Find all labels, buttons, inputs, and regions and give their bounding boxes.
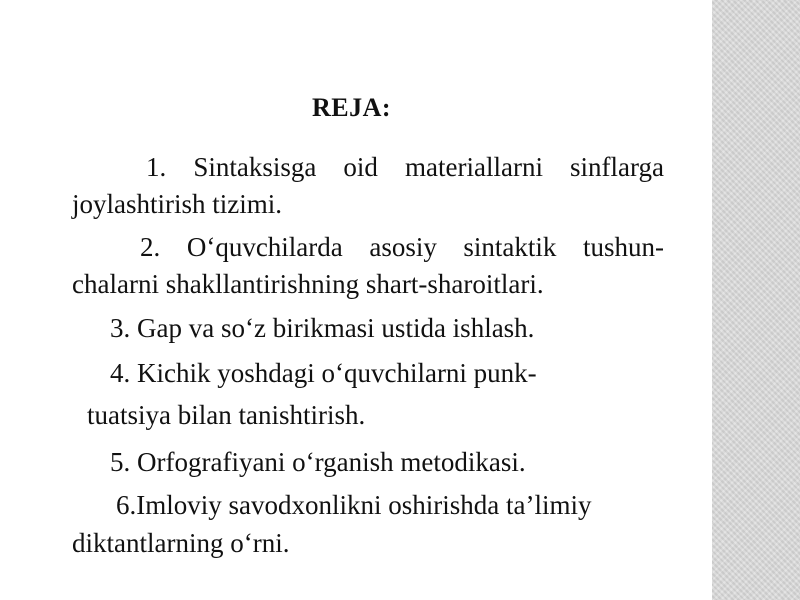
- plan-item-6-line-2: diktantlarning o‘rni.: [72, 528, 290, 558]
- slide-title: REJA:: [312, 93, 392, 122]
- plan-item-2-line-2: chalarni shakllantirishning shart-sharoitlari.: [72, 269, 544, 299]
- plan-item-4-line-2: tuatsiya bilan tanishtirish.: [87, 400, 366, 430]
- plan-item-2-line-1: 2. O‘quvchilarda asosiy sintaktik tushun-: [140, 232, 664, 262]
- plan-item-1-line-2: joylashtirish tizimi.: [72, 189, 282, 219]
- plan-item-4-line-1: 4. Kichik yoshdagi o‘quvchilarni punk-: [110, 358, 537, 388]
- plan-item-3: 3. Gap va so‘z birikmasi ustida ishlash.: [110, 313, 535, 343]
- decorative-side-panel: [712, 0, 800, 600]
- plan-item-1-line-1: 1. Sintaksisga oid materiallarni sinflarga: [146, 152, 664, 182]
- plan-item-5: 5. Orfografiyani o‘rganish metodikasi.: [110, 447, 526, 477]
- plan-item-6-line-1: 6.Imloviy savodxonlikni oshirishda ta’limiy: [116, 490, 592, 520]
